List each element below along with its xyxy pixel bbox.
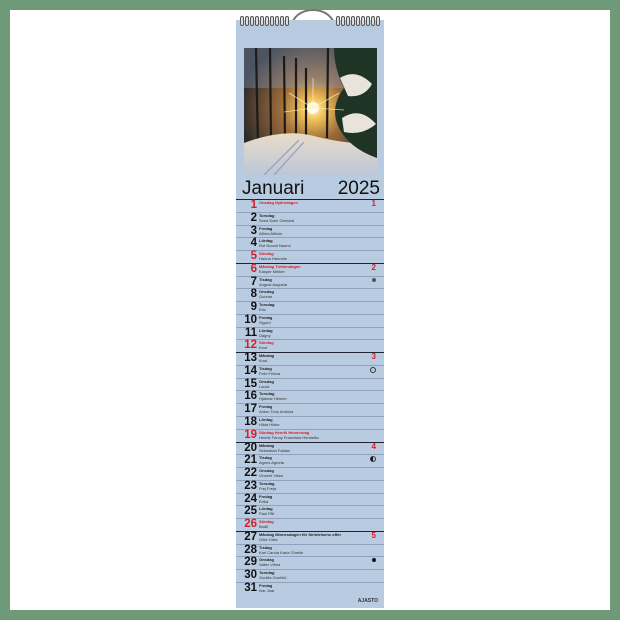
- day-number: 20: [244, 441, 257, 454]
- day-row: [236, 327, 384, 340]
- winter-forest-photo: [244, 48, 377, 175]
- weekday-label: Torsdag: [259, 302, 275, 308]
- day-row: [236, 314, 384, 327]
- name-day-label: Henrik Fanny Franciska Henrietta: [259, 434, 319, 440]
- weekday-label: Fredag: [259, 404, 273, 410]
- weekday-label: Måndag Minnesdagen för förintelsens offer: [259, 531, 342, 537]
- moon-phase-icon: [372, 558, 376, 562]
- weekday-label: Torsdag: [259, 212, 275, 218]
- day-number: 8: [250, 288, 257, 301]
- day-row: [236, 301, 384, 314]
- weekday-label: Tisdag: [259, 455, 272, 461]
- year-title: 2025: [337, 178, 380, 199]
- week-number: 5: [371, 530, 376, 540]
- day-row: [236, 531, 384, 544]
- day-number: 29: [244, 556, 257, 569]
- weekday-label: Onsdag Nyårsdagen: [259, 200, 298, 205]
- day-row: [236, 339, 384, 352]
- name-day-label: Gunnar: [259, 294, 273, 300]
- brand-logo: AJASTO: [357, 598, 378, 604]
- name-day-label: Hjalmar Helmer: [259, 396, 287, 402]
- day-number: 18: [244, 416, 257, 429]
- day-number: 31: [244, 581, 257, 594]
- day-number: 27: [244, 530, 257, 543]
- day-number: 1: [250, 199, 257, 211]
- day-number: 12: [244, 339, 257, 352]
- weekday-label: Onsdag: [259, 378, 274, 384]
- weekday-label: Torsdag: [259, 570, 275, 576]
- calendar-footer: [236, 596, 384, 608]
- weekday-label: Söndag Henrik Hennerdag: [259, 429, 310, 435]
- name-day-label: Erika: [259, 498, 269, 504]
- weekday-label: Tisdag: [259, 276, 272, 282]
- weekday-label: Fredag: [259, 314, 273, 320]
- name-day-label: Agnes Agneta: [259, 460, 284, 466]
- weekday-label: Onsdag: [259, 557, 274, 563]
- day-row: [236, 505, 384, 518]
- weekday-label: Söndag: [259, 519, 274, 525]
- weekday-label: Måndag: [259, 442, 275, 448]
- day-number: 28: [244, 543, 257, 556]
- weekday-label: Lördag: [259, 238, 273, 244]
- day-row: [236, 556, 384, 569]
- day-number: 14: [244, 364, 257, 377]
- day-number: 13: [244, 352, 257, 365]
- day-row: [236, 237, 384, 250]
- name-day-label: Paul Pål: [259, 511, 274, 517]
- name-day-label: Alfred Alfrida: [259, 230, 282, 236]
- name-day-label: Eric: [259, 307, 266, 313]
- day-number: 21: [244, 454, 257, 467]
- name-day-label: Hilda Hildur: [259, 422, 280, 428]
- moon-phase-icon: [370, 367, 376, 373]
- name-day-label: Göte Göta: [259, 536, 278, 542]
- day-row: [236, 416, 384, 429]
- day-number: 26: [244, 518, 257, 531]
- weekday-label: Lördag: [259, 506, 273, 512]
- day-number: 15: [244, 377, 257, 390]
- name-day-label: Anton Tony Antonia: [259, 409, 294, 415]
- day-number: 24: [244, 492, 257, 505]
- day-number: 5: [250, 250, 257, 263]
- day-row: [236, 365, 384, 378]
- weekday-label: Tisdag: [259, 544, 272, 550]
- day-row: [236, 493, 384, 506]
- weekday-label: Onsdag: [259, 289, 274, 295]
- week-number: 3: [371, 352, 376, 362]
- name-day-label: Felix Felicia: [259, 370, 281, 376]
- week-number: 4: [371, 441, 376, 451]
- day-number: 30: [244, 569, 257, 582]
- day-row: [236, 480, 384, 493]
- weekday-label: Onsdag: [259, 468, 274, 474]
- name-day-label: Hanna Hannele: [259, 256, 287, 262]
- day-row: [236, 352, 384, 365]
- moon-phase-icon: [372, 278, 376, 282]
- day-row: [236, 544, 384, 557]
- weekday-label: Måndag Trettondagen: [259, 263, 301, 269]
- day-row: [236, 378, 384, 391]
- day-number: 9: [250, 301, 257, 314]
- day-row: [236, 390, 384, 403]
- day-row: [236, 276, 384, 289]
- name-day-label: Valter Vilma: [259, 562, 281, 568]
- name-day-label: Kasper Melker: [259, 268, 285, 274]
- day-list: [236, 199, 384, 595]
- weekday-label: Torsdag: [259, 391, 275, 397]
- day-number: 19: [244, 428, 257, 441]
- day-number: 25: [244, 505, 257, 518]
- day-number: 11: [244, 326, 257, 339]
- weekday-label: Fredag: [259, 493, 273, 499]
- day-row: [236, 518, 384, 531]
- day-row: [236, 263, 384, 276]
- name-day-label: Laura: [259, 383, 270, 389]
- day-row: [236, 288, 384, 301]
- day-row: [236, 467, 384, 480]
- day-row: [236, 225, 384, 238]
- day-row: [236, 454, 384, 467]
- day-row: [236, 569, 384, 582]
- name-day-label: Karl Carola Karla Charlie: [259, 549, 304, 555]
- weekday-label: Fredag: [259, 225, 273, 231]
- weekday-label: Lördag: [259, 327, 273, 333]
- weekday-label: Söndag: [259, 340, 274, 346]
- name-day-label: Rut Noomi Naomi: [259, 243, 291, 249]
- day-row: [236, 442, 384, 455]
- week-number: 1: [371, 199, 376, 208]
- calendar-header: [242, 178, 380, 200]
- day-number: 7: [250, 275, 257, 288]
- weekday-label: Måndag: [259, 353, 275, 359]
- day-row: [236, 212, 384, 225]
- name-day-label: Frej Freja: [259, 485, 277, 491]
- name-day-label: Vincent Viktor: [259, 473, 284, 479]
- weekday-label: Tisdag: [259, 365, 272, 371]
- moon-phase-icon: [370, 456, 376, 462]
- name-day-label: Knut: [259, 345, 268, 351]
- name-day-label: Svea Sven Gerhard: [259, 217, 295, 223]
- day-row: [236, 250, 384, 263]
- day-number: 6: [250, 262, 257, 275]
- day-row: [236, 199, 384, 212]
- day-row: [236, 429, 384, 442]
- day-number: 16: [244, 390, 257, 403]
- day-number: 17: [244, 403, 257, 416]
- day-row: [236, 403, 384, 416]
- month-title: Januari: [242, 178, 305, 199]
- name-day-label: August Augusta: [259, 281, 288, 287]
- day-number: 2: [250, 211, 257, 224]
- day-number: 10: [244, 313, 257, 326]
- day-number: 22: [244, 467, 257, 480]
- name-day-label: Ivar Joar: [259, 587, 275, 593]
- name-day-label: Knut: [259, 358, 268, 364]
- day-row: [236, 582, 384, 595]
- day-number: 3: [250, 224, 257, 237]
- name-day-label: Gunilla Gunhild: [259, 575, 287, 581]
- weekday-label: Torsdag: [259, 480, 275, 486]
- name-day-label: Dagny: [259, 332, 271, 338]
- name-day-label: Bodil: [259, 524, 268, 530]
- name-day-label: Sigurd: [259, 319, 271, 325]
- day-number: 4: [250, 237, 257, 250]
- weekday-label: Söndag: [259, 251, 274, 257]
- weekday-label: Lördag: [259, 417, 273, 423]
- week-number: 2: [371, 262, 376, 272]
- weekday-label: Fredag: [259, 582, 273, 588]
- name-day-label: Sebastian Fabian: [259, 447, 291, 453]
- day-number: 23: [244, 479, 257, 492]
